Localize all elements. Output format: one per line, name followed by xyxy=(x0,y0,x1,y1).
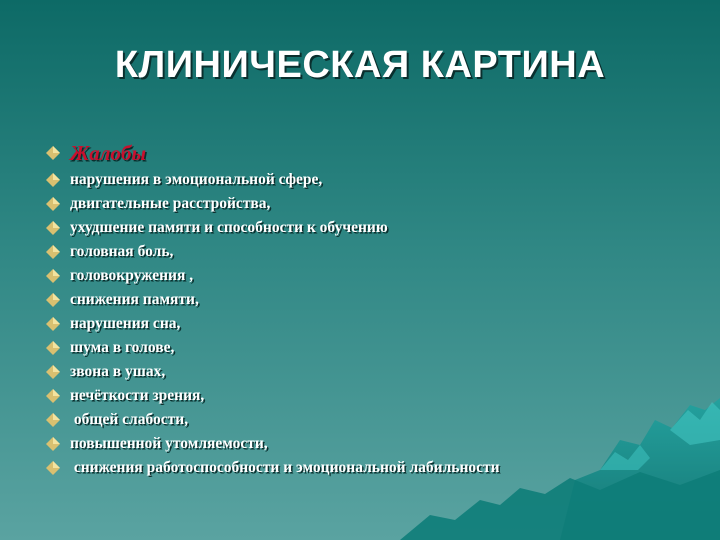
list-item xyxy=(46,384,706,408)
diamond-bullet-icon xyxy=(46,293,60,307)
list-item-text: снижения работоспособности и эмоциональной лабильности xyxy=(70,459,500,476)
list-item xyxy=(46,312,706,336)
list-item-text: нарушения в эмоциональной сфере, xyxy=(70,171,323,188)
list-item xyxy=(46,216,706,240)
list-item xyxy=(46,192,706,216)
diamond-bullet-icon xyxy=(46,437,60,451)
heading-text: Жалобы xyxy=(70,140,147,165)
list-item xyxy=(46,336,706,360)
list-heading xyxy=(46,138,706,168)
list-item-text: снижения памяти, xyxy=(70,291,199,308)
list-item xyxy=(46,288,706,312)
list-item xyxy=(46,240,706,264)
list-item xyxy=(46,456,706,480)
diamond-bullet-icon xyxy=(46,365,60,379)
list-item xyxy=(46,408,706,432)
list-item xyxy=(46,432,706,456)
list-item xyxy=(46,168,706,192)
diamond-bullet-icon xyxy=(46,173,60,187)
diamond-bullet-icon xyxy=(46,245,60,259)
diamond-bullet-icon xyxy=(46,389,60,403)
list-item-text: звона в ушах, xyxy=(70,363,166,380)
list-item-text: ухудшение памяти и способности к обучению xyxy=(70,219,388,236)
complaints-list xyxy=(46,138,706,480)
diamond-bullet-icon xyxy=(46,413,60,427)
list-item-text: повышенной утомляемости, xyxy=(70,435,268,452)
list-item xyxy=(46,264,706,288)
list-item-text: головокружения , xyxy=(70,267,194,284)
diamond-bullet-icon xyxy=(46,146,60,160)
diamond-bullet-icon xyxy=(46,341,60,355)
diamond-bullet-icon xyxy=(46,269,60,283)
diamond-bullet-icon xyxy=(46,317,60,331)
list-item-text: нарушения сна, xyxy=(70,315,181,332)
list-item xyxy=(46,360,706,384)
diamond-bullet-icon xyxy=(46,461,60,475)
list-item-text: шума в голове, xyxy=(70,339,175,356)
list-item-text: двигательные расстройства, xyxy=(70,195,271,212)
list-item-text: нечёткости зрения, xyxy=(70,387,205,404)
list-item-text: головная боль, xyxy=(70,243,174,260)
diamond-bullet-icon xyxy=(46,197,60,211)
list-item-text: общей слабости, xyxy=(70,411,189,428)
diamond-bullet-icon xyxy=(46,221,60,235)
slide-title: КЛИНИЧЕСКАЯ КАРТИНА xyxy=(114,44,606,86)
